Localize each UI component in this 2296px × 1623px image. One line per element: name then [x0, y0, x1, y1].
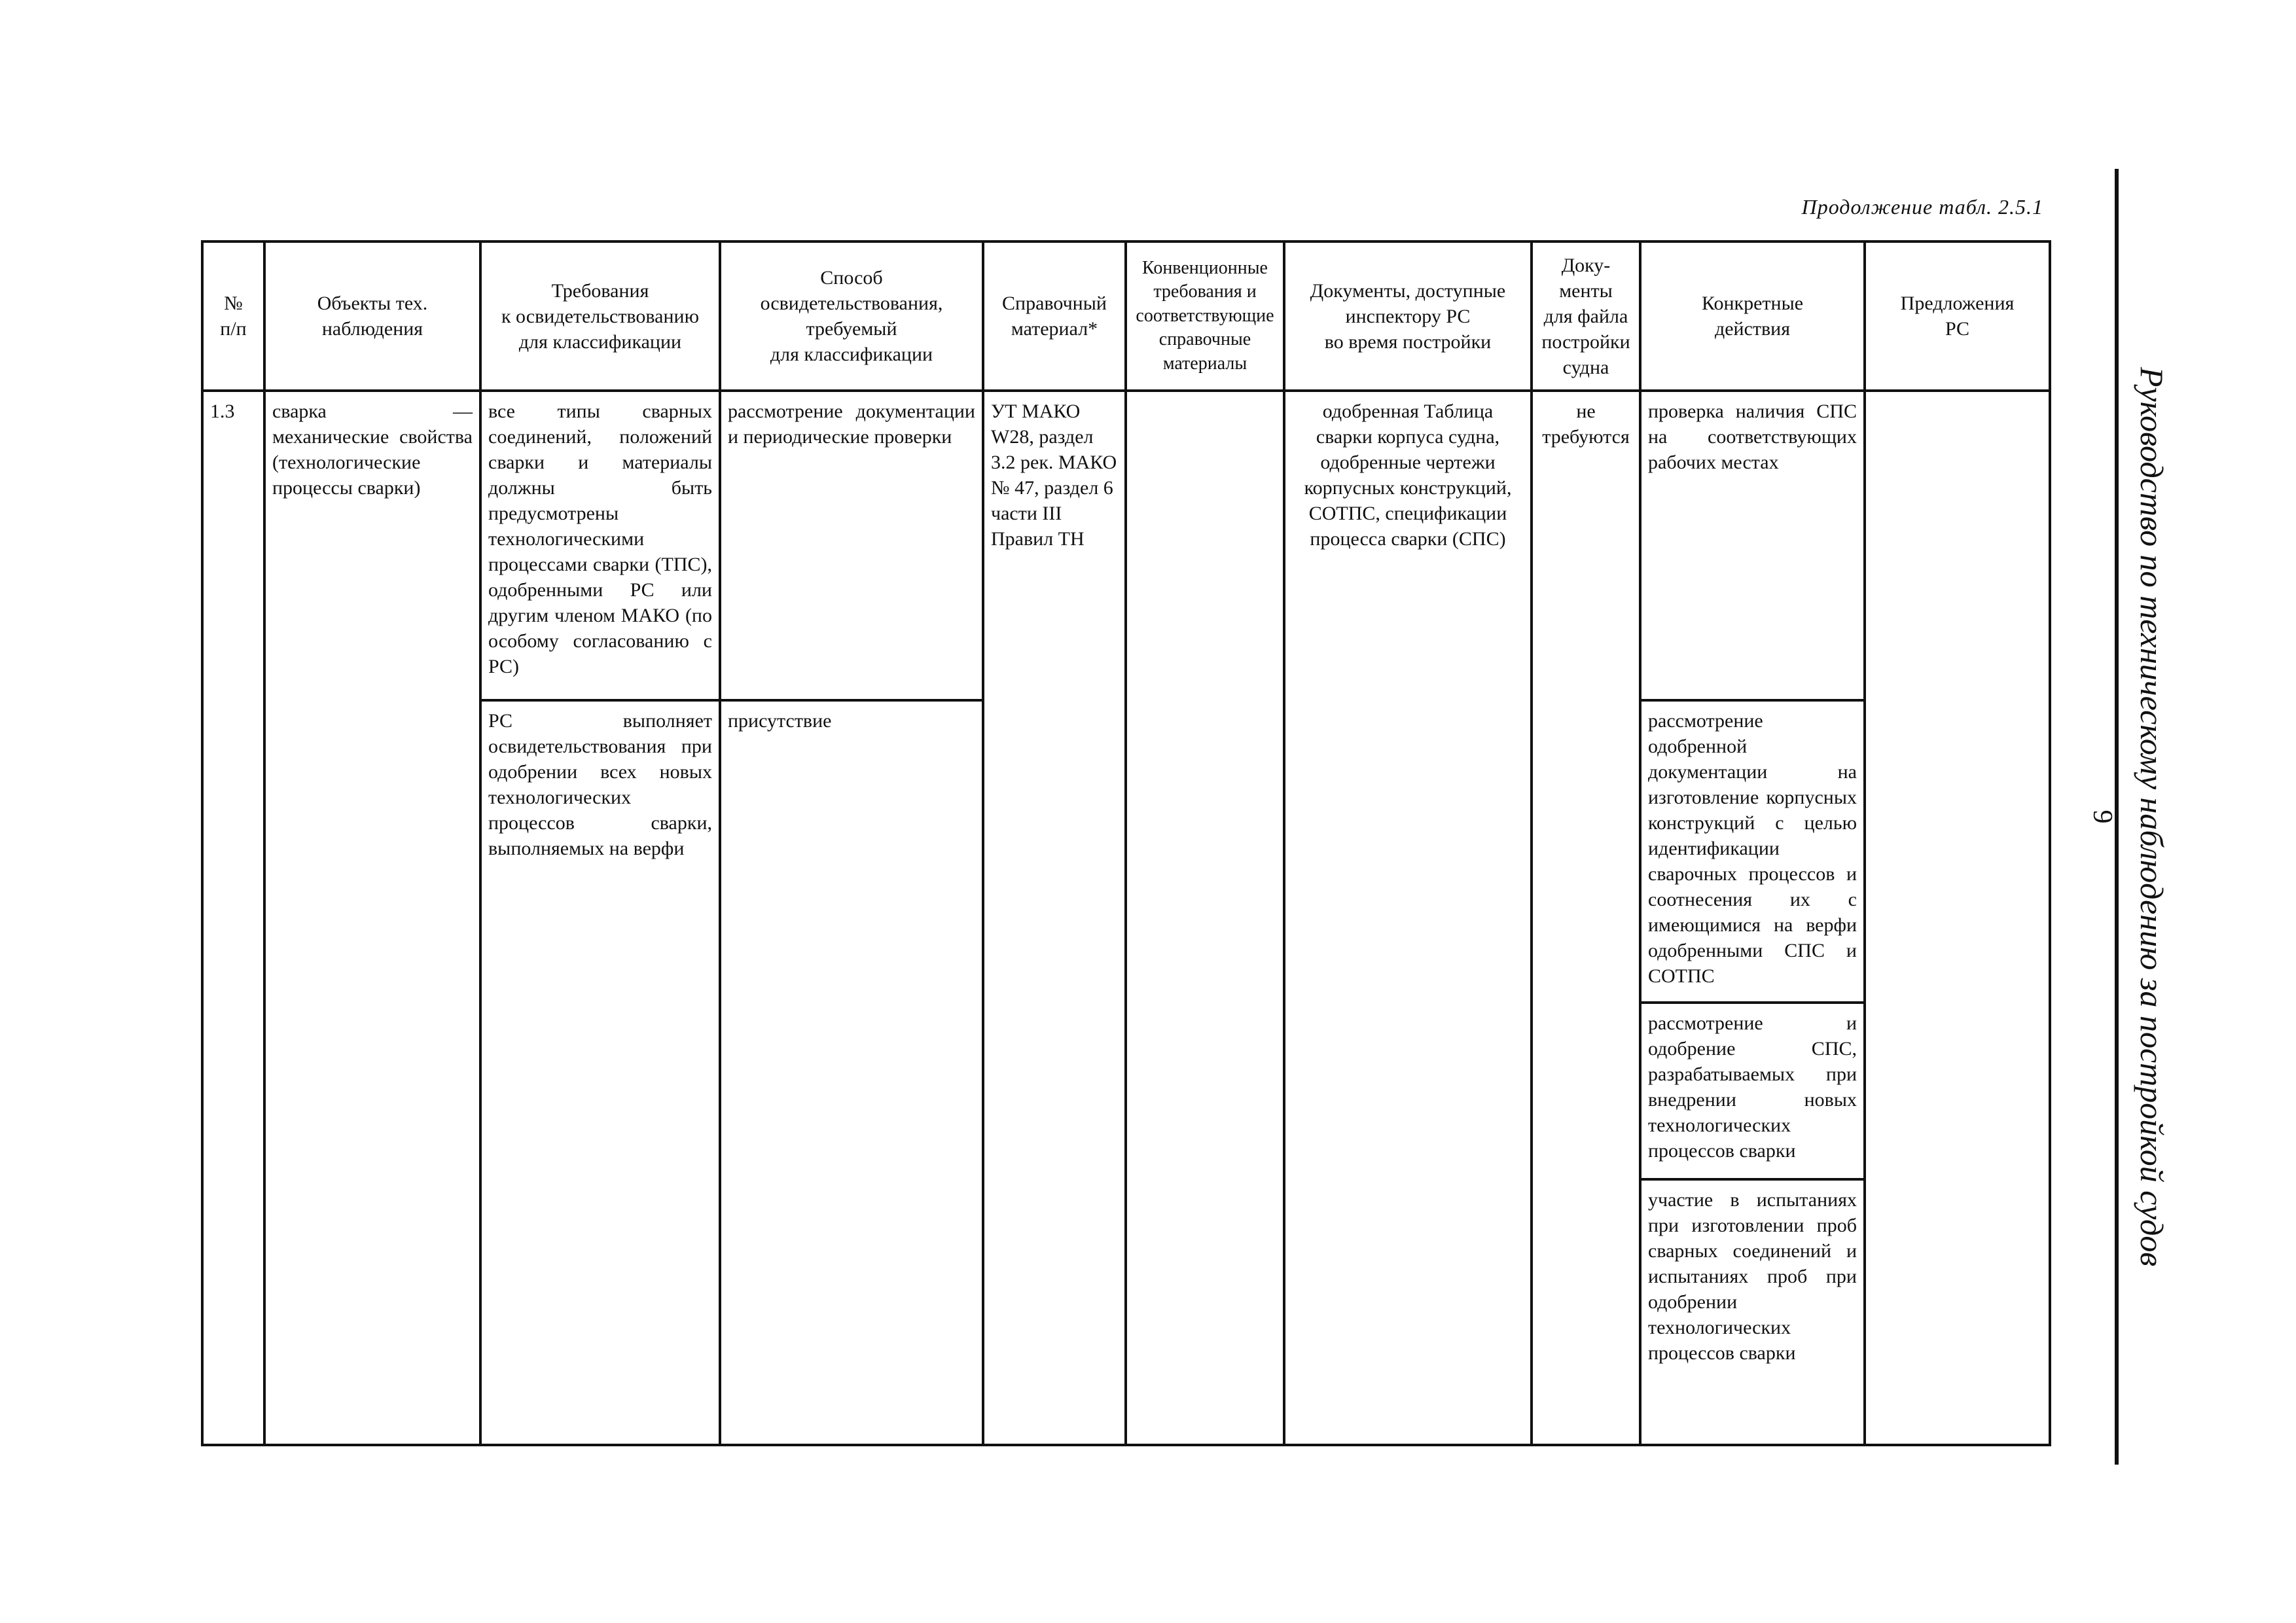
- header-number: № п/п: [202, 241, 264, 391]
- cell-reference: УТ МАКО W28, раздел 3.2 рек. МАКО № 47, раздел 6 части III Правил ТН: [983, 391, 1126, 1445]
- table-row: [202, 391, 2050, 700]
- cell-method-2: присутствие: [720, 700, 983, 1445]
- header-reference: Справочный материал*: [983, 241, 1126, 391]
- header-file-docs: Доку- менты для файла постройки судна: [1532, 241, 1640, 391]
- header-proposals: Предложения РС: [1865, 241, 2050, 391]
- header-convention: Конвенционные требования и соответствующие справочные материалы: [1126, 241, 1284, 391]
- cell-action-2: рассмотрение одобренной документации на изготовление корпусных конструкций с целью идентификации сварочных процессов и соотнесения их с имеющимися на верфи одобренными СПС и СОТПС: [1640, 700, 1865, 1003]
- table-continuation-caption: Продолжение табл. 2.5.1: [1801, 195, 2043, 219]
- cell-action-1: проверка наличия СПС на соответствующих рабочих местах: [1640, 391, 1865, 700]
- cell-proposals: [1865, 391, 2050, 1445]
- cell-method-1: рассмотрение документации и периодические проверки: [720, 391, 983, 700]
- cell-action-3: рассмотрение и одобрение СПС, разрабатываемых при внедрении новых технологических процессов сварки: [1640, 1003, 1865, 1179]
- table-header-row: [202, 241, 2050, 391]
- page-number: 9: [2087, 810, 2117, 824]
- cell-documents: одобренная Таблица сварки корпуса судна, одобренные чертежи корпусных конструкций, СОТПС, спецификации процесса сварки (СПС): [1284, 391, 1532, 1445]
- cell-action-4: участие в испытаниях при изготовлении проб сварных соединений и испытаниях проб при одобрении технологических процессов сварки: [1640, 1179, 1865, 1445]
- cell-requirement-1: все типы сварных соединений, положений сварки и материалы должны быть предусмотрены технологическими процессами сварки (ТПС), одобренными РС или другим членом МАКО (по особому согласованию с РС): [480, 391, 720, 700]
- cell-file-docs: не требуются: [1532, 391, 1640, 1445]
- cell-convention: [1126, 391, 1284, 1445]
- inspection-table: [201, 240, 2051, 1446]
- header-method: Способ освидетельствования, требуемый для классификации: [720, 241, 983, 391]
- header-requirements: Требования к освидетельствованию для классификации: [480, 241, 720, 391]
- cell-requirement-2: РС выполняет освидетельствования при одобрении всех новых технологических процессов сварки, выполняемых на верфи: [480, 700, 720, 1445]
- cell-number: 1.3: [202, 391, 264, 1445]
- header-documents: Документы, доступные инспектору РС во время постройки: [1284, 241, 1532, 391]
- header-actions: Конкретные действия: [1640, 241, 1865, 391]
- running-title: Руководство по техническому наблюдению за постройкой судов: [2134, 366, 2170, 1267]
- cell-object: сварка — механические свойства (технологические процессы сварки): [264, 391, 480, 1445]
- header-objects: Объекты тех. наблюдения: [264, 241, 480, 391]
